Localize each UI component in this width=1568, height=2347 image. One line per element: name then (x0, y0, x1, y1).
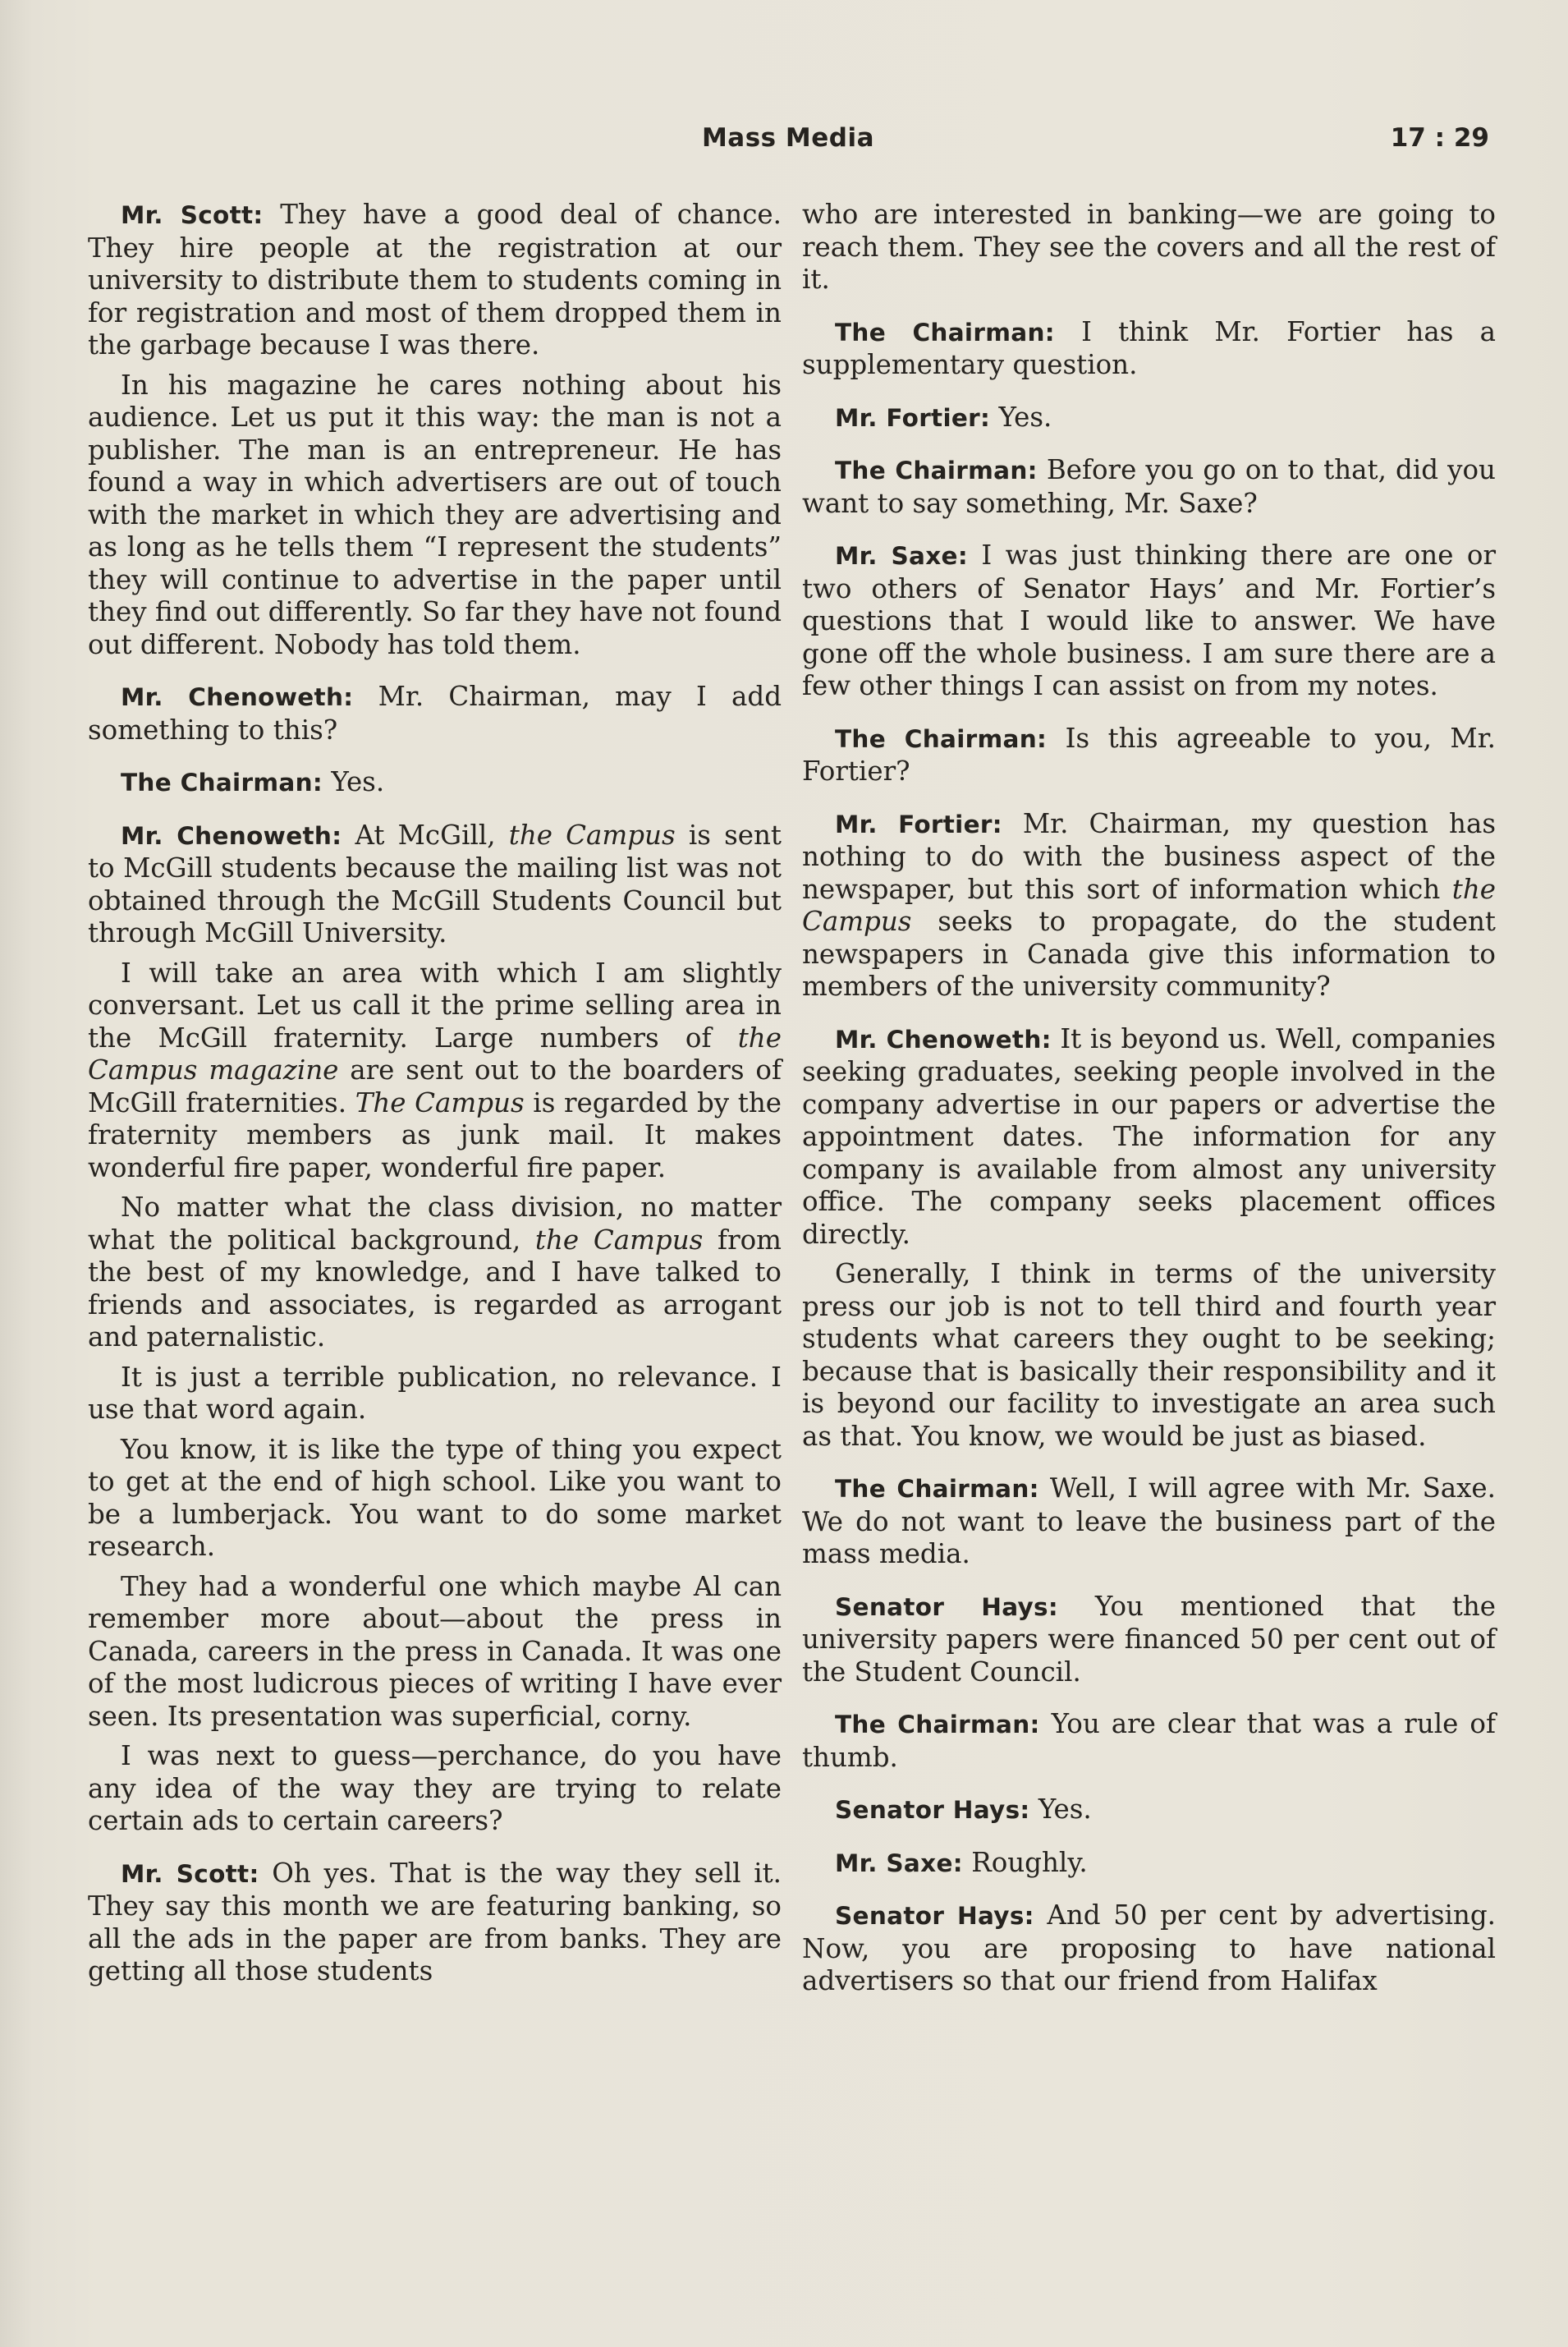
paragraph (88, 1571, 782, 1734)
speech-text: Yes. (331, 766, 385, 797)
paragraph-text: They had a wonderful one which maybe Al can remember more about—about the press in Canada, careers in the press in Canada. It was one of the most ludicrous pieces of writing I have ever seen. Its presentation was superficial, corny. (88, 1570, 782, 1732)
paragraph (802, 1258, 1496, 1453)
paragraph-text: Generally, I think in terms of the university press our job is not to tell third and fourth year students what careers they ought to be seeking; because that is basically their responsibility and it is beyond our facility to investigate an area such as that. You know, we would be just as biased. (802, 1258, 1496, 1452)
speech-text: You mentioned that the university papers were financed 50 per cent out of the Student Council. (802, 1590, 1496, 1688)
speaker-name: Mr. Fortier: (835, 403, 991, 432)
speech-paragraph (802, 1847, 1496, 1881)
paragraph (88, 1434, 782, 1564)
speech-text: You are clear that was a rule of thumb. (802, 1708, 1496, 1773)
speech-paragraph (802, 1023, 1496, 1252)
speech-text: Mr. Chairman, my question has nothing to do with the business aspect of the newspaper, but this sort of information which (802, 807, 1496, 905)
continued-paragraph (802, 199, 1496, 296)
speech-paragraph (88, 820, 782, 950)
paragraph-text: You know, it is like the type of thing you expect to get at the end of high school. Like you want to be a lumberjack. You want to do some market research. (88, 1433, 782, 1562)
left-column (88, 199, 782, 1988)
speaker-name: Senator Hays: (835, 1902, 1034, 1930)
speaker-name: The Chairman: (835, 318, 1055, 347)
speech-text: Well, I will agree with Mr. Saxe. We do not want to leave the business part of the mass media. (802, 1472, 1496, 1569)
paragraph-text: are sent out to the boarders of McGill fraternities. (88, 1054, 782, 1118)
speech-paragraph (802, 402, 1496, 435)
speech-paragraph (802, 1708, 1496, 1774)
paragraph (88, 370, 782, 662)
speech-paragraph (88, 681, 782, 746)
speech-text: Roughly. (971, 1846, 1088, 1878)
paragraph-text: I will take an area with which I am slightly conversant. Let us call it the prime selling area in the McGill fraternity. Large numbers of (88, 957, 782, 1054)
speaker-name: The Chairman: (835, 1475, 1039, 1503)
speech-paragraph (802, 1591, 1496, 1689)
paragraph-text: I was next to guess—perchance, do you have any idea of the way they are trying to relate certain ads to certain careers? (88, 1740, 782, 1836)
speech-text: Oh yes. That is the way they sell it. They say this month we are featuring banking, so all the ads in the paper are from banks. They are getting all those students (88, 1857, 782, 1986)
speech-text: is sent to McGill students because the mailing list was not obtained through the McGill Students Council but through McGill University. (88, 819, 782, 948)
italic-title: the Campus magazine (88, 1022, 782, 1086)
paragraph-text: It is just a terrible publication, no relevance. I use that word again. (88, 1361, 782, 1425)
page-title: Mass Media (701, 123, 875, 153)
speaker-name: Senator Hays: (835, 1592, 1058, 1621)
speaker-name: Senator Hays: (835, 1796, 1030, 1824)
speaker-name: The Chairman: (835, 724, 1048, 753)
speaker-name: Mr. Chenoweth: (121, 683, 354, 711)
speech-paragraph (802, 1794, 1496, 1827)
italic-title: the Campus (802, 873, 1496, 937)
speech-text: Yes. (1038, 1794, 1092, 1825)
speech-text: I think Mr. Fortier has a supplementary question. (802, 315, 1496, 380)
page-number: 17 : 29 (1390, 123, 1489, 153)
paragraph-text: No matter what the class division, no matter what the political background, (88, 1192, 782, 1256)
speaker-name: Mr. Chenoweth: (121, 821, 342, 850)
paragraph (88, 1362, 782, 1426)
speech-paragraph (802, 723, 1496, 788)
speech-text: Before you go on to that, did you want to say something, Mr. Saxe? (802, 454, 1496, 519)
speech-paragraph (88, 766, 782, 800)
italic-title: the Campus (534, 1224, 704, 1256)
speaker-name: Mr. Chenoweth: (835, 1025, 1052, 1054)
speech-text: They have a good deal of chance. They hire people at the registration at our university to distribute them to students coming in for registration and most of them dropped them in the garbage because I was there. (88, 199, 782, 361)
speech-text: I was just thinking there are one or two others of Senator Hays’ and Mr. Fortier’s questions that I would like to answer. We have gone off the whole business. I am sure there are a few other things I can assist on from my notes. (802, 540, 1496, 701)
speech-paragraph (802, 1899, 1496, 1998)
running-header (82, 123, 1494, 164)
speech-paragraph (802, 316, 1496, 382)
speech-text: Mr. Chairman, may I add something to this? (88, 681, 782, 746)
speech-paragraph (802, 540, 1496, 703)
speech-paragraph (88, 1858, 782, 1988)
right-column (802, 199, 1496, 1998)
speech-paragraph (802, 1472, 1496, 1571)
italic-title: the Campus (508, 819, 676, 851)
speech-text: seeks to propagate, do the student newspapers in Canada give this information to members of the university community? (802, 906, 1496, 1002)
paragraph (88, 1192, 782, 1354)
speaker-name: Mr. Fortier: (835, 810, 1002, 838)
speech-paragraph (802, 454, 1496, 520)
paragraph-text: from the best of my knowledge, and I have talked to friends and associates, is regarded as arrogant and paternalistic. (88, 1224, 782, 1353)
speaker-name: Mr. Saxe: (835, 542, 968, 570)
speech-text: It is beyond us. Well, companies seeking graduates, seeking people involved in the company advertise in our papers or advertise the appointment dates. The information for any company is available from almost any university office. The company seeks placement offices directly. (802, 1022, 1496, 1250)
speech-text: At McGill, (355, 819, 496, 851)
speech-paragraph (802, 808, 1496, 1004)
speaker-name: Mr. Scott: (121, 1859, 259, 1888)
speech-text: Yes. (998, 401, 1052, 433)
speaker-name: The Chairman: (835, 1711, 1040, 1738)
speaker-name: Mr. Scott: (121, 201, 264, 229)
paragraph (88, 1740, 782, 1838)
speech-paragraph (88, 199, 782, 362)
paragraph (88, 958, 782, 1185)
speaker-name: Mr. Saxe: (835, 1849, 963, 1877)
speech-text: And 50 per cent by advertising. Now, you are proposing to have national advertisers so that our friend from Halifax (802, 1899, 1496, 1996)
speaker-name: The Chairman: (835, 457, 1038, 485)
paragraph-text: who are interested in banking—we are going to reach them. They see the covers and all the rest of it. (802, 199, 1496, 295)
speaker-name: The Chairman: (121, 769, 323, 797)
italic-title: The Campus (355, 1086, 525, 1118)
speech-text: Is this agreeable to you, Mr. Fortier? (802, 722, 1496, 787)
paragraph-text: is regarded by the fraternity members as junk mail. It makes wonderful fire paper, wonderful fire paper. (88, 1086, 782, 1183)
paragraph-text: In his magazine he cares nothing about his audience. Let us put it this way: the man is not a publisher. The man is an entrepreneur. He has found a way in which advertisers are out of touch with the market in which they are advertising and as long as he tells them “I represent the students” they will continue to advertise in the paper until they find out differently. So far they have not found out different. Nobody has told them. (88, 369, 782, 660)
